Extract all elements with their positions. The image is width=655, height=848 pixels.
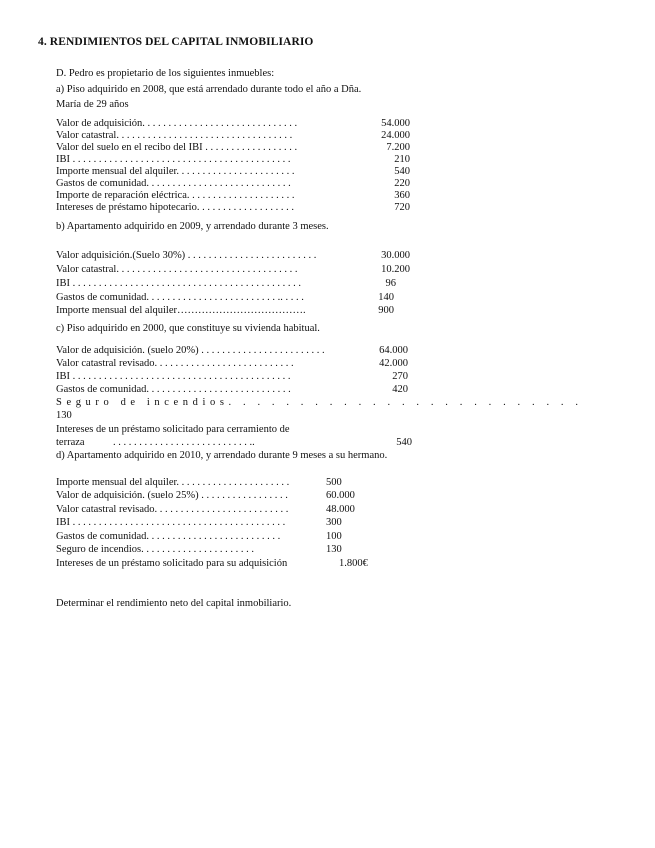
list-item — [56, 489, 376, 502]
item-value: 7.200 — [386, 142, 410, 153]
section-a-heading-line1: a) Piso adquirido en 2008, que está arrendado durante todo el año a Dña. — [56, 84, 362, 95]
item-value: 500 — [326, 477, 342, 488]
list-item — [56, 516, 376, 529]
item-label: Valor del suelo en el recibo del IBI . . . . . . . . . . . . . . . . . . — [56, 142, 298, 153]
item-label: IBI . . . . . . . . . . . . . . . . . . . . . . . . . . . . . . . . . . . . . . . . . . — [56, 154, 291, 165]
list-item — [56, 396, 583, 409]
item-label: Gastos de comunidad. . . . . . . . . . . . . . . . . . . . . . . . . . — [56, 531, 281, 542]
item-label: Gastos de comunidad. . . . . . . . . . . . . . . . . . . . . . . . . .. . . . . — [56, 292, 304, 303]
item-label: Valor catastral. . . . . . . . . . . . . . . . . . . . . . . . . . . . . . . . . . — [56, 130, 293, 141]
list-item — [56, 304, 410, 317]
item-label: Valor catastral. . . . . . . . . . . . . . . . . . . . . . . . . . . . . . . . . . . — [56, 264, 298, 275]
item-value: 540 — [396, 437, 412, 448]
item-label: Valor de adquisición. . . . . . . . . . . . . . . . . . . . . . . . . . . . . . — [56, 118, 298, 129]
list-item — [56, 436, 412, 449]
item-value: 720 — [394, 202, 410, 213]
list-item — [56, 530, 376, 543]
item-value: 54.000 — [381, 118, 410, 129]
item-value: 420 — [392, 384, 408, 395]
item-value: 270 — [392, 371, 408, 382]
item-label: Valor catastral revisado. . . . . . . . . . . . . . . . . . . . . . . . . . . — [56, 358, 294, 369]
item-label: Seguro de incendios. . . . . . . . . . . . . . . . . . . . . . . . . — [56, 397, 583, 408]
list-item — [56, 370, 408, 383]
item-label: IBI . . . . . . . . . . . . . . . . . . . . . . . . . . . . . . . . . . . . . . . . . . . . — [56, 278, 301, 289]
item-value: 540 — [394, 166, 410, 177]
item-value: 96 — [385, 278, 396, 289]
item-label: Valor de adquisición. (suelo 25%) . . . . . . . . . . . . . . . . . — [56, 490, 288, 501]
list-item — [56, 383, 408, 396]
item-value: 60.000 — [326, 490, 355, 501]
list-item — [56, 357, 408, 370]
list-item — [56, 557, 386, 570]
item-value: 130 — [326, 544, 342, 555]
item-value: 64.000 — [379, 345, 408, 356]
item-label: Valor adquisición.(Suelo 30%) . . . . . . . . . . . . . . . . . . . . . . . . . — [56, 250, 317, 261]
section-c-heading: c) Piso adquirido en 2000, que constituye su vivienda habitual. — [56, 323, 320, 334]
item-value: 900 — [378, 305, 394, 316]
item-label: Gastos de comunidad. . . . . . . . . . . . . . . . . . . . . . . . . . . . — [56, 384, 291, 395]
item-label: Intereses de préstamo hipotecario. . . . . . . . . . . . . . . . . . . — [56, 202, 294, 213]
list-item — [56, 503, 376, 516]
intro-text: D. Pedro es propietario de los siguientes inmuebles: — [56, 68, 275, 79]
item-label: Valor catastral revisado. . . . . . . . . . . . . . . . . . . . . . . . . . — [56, 504, 289, 515]
list-item — [56, 291, 410, 304]
item-value: 220 — [394, 178, 410, 189]
item-value: 360 — [394, 190, 410, 201]
item-label: Importe mensual del alquiler. . . . . . . . . . . . . . . . . . . . . . . — [56, 166, 295, 177]
list-item — [56, 344, 408, 357]
item-label: IBI . . . . . . . . . . . . . . . . . . . . . . . . . . . . . . . . . . . . . . . . . — [56, 517, 286, 528]
section-a-heading-line2: María de 29 años — [56, 99, 129, 110]
item-value: 100 — [326, 531, 342, 542]
item-label: Intereses de un préstamo solicitado para su adquisición — [56, 558, 288, 569]
item-label: Importe mensual del alquiler………………………………. — [56, 305, 306, 316]
section-b-heading: b) Apartamento adquirido en 2009, y arrendado durante 3 meses. — [56, 221, 329, 232]
page-title: 4. RENDIMIENTOS DEL CAPITAL INMOBILIARIO — [38, 36, 314, 48]
item-label: Gastos de comunidad. . . . . . . . . . . . . . . . . . . . . . . . . . . . — [56, 178, 291, 189]
list-item — [56, 277, 410, 290]
item-label: Seguro de incendios. . . . . . . . . . . . . . . . . . . . . . — [56, 544, 255, 555]
item-label: IBI . . . . . . . . . . . . . . . . . . . . . . . . . . . . . . . . . . . . . . . . . . — [56, 371, 291, 382]
list-item — [56, 543, 376, 556]
list-item — [56, 201, 410, 214]
item-value: 130 — [56, 410, 72, 421]
item-value: 10.200 — [381, 264, 410, 275]
item-value: 1.800€ — [339, 558, 368, 569]
item-dots: . . . . . . . . . . . . . . . . . . . . . . . . . . .. — [113, 437, 255, 448]
item-value: 300 — [326, 517, 342, 528]
item-label: Importe de reparación eléctrica. . . . . . . . . . . . . . . . . . . . . — [56, 190, 295, 201]
item-value: 210 — [394, 154, 410, 165]
conclusion-text: Determinar el rendimiento neto del capital inmobiliario. — [56, 598, 292, 609]
item-label-line1: Intereses de un préstamo solicitado para cerramiento de — [56, 424, 290, 435]
list-item — [56, 476, 376, 489]
item-value: 24.000 — [381, 130, 410, 141]
item-value: 140 — [378, 292, 394, 303]
item-label: terraza — [56, 437, 85, 448]
item-value: 30.000 — [381, 250, 410, 261]
item-value: 42.000 — [379, 358, 408, 369]
item-label: Valor de adquisición. (suelo 20%) . . . . . . . . . . . . . . . . . . . . . . . . — [56, 345, 325, 356]
list-item — [56, 249, 410, 262]
item-label: Importe mensual del alquiler. . . . . . . . . . . . . . . . . . . . . . — [56, 477, 290, 488]
list-item — [56, 263, 410, 276]
section-d-heading: d) Apartamento adquirido en 2010, y arrendado durante 9 meses a su hermano. — [56, 450, 388, 461]
item-value: 48.000 — [326, 504, 355, 515]
